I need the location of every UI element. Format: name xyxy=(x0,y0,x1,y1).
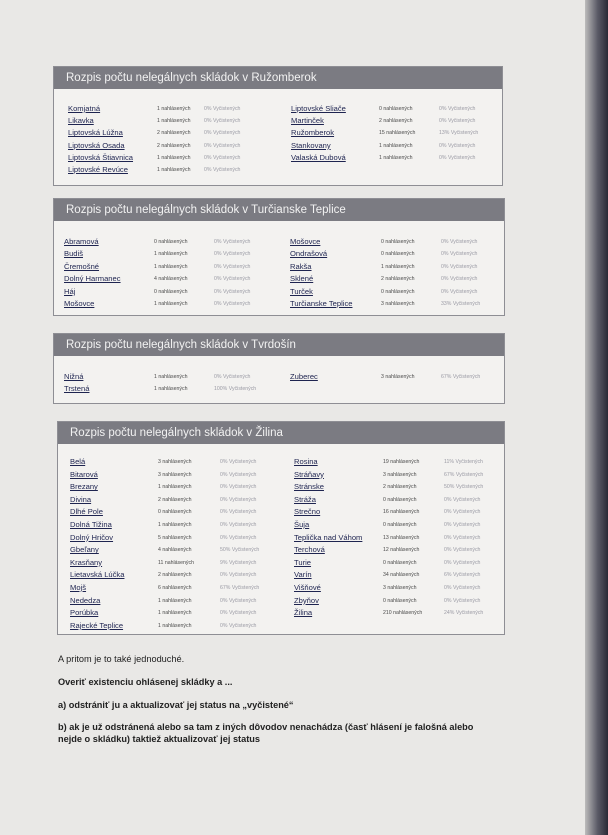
list-item xyxy=(70,456,270,468)
municipality-link[interactable]: Porúbka xyxy=(70,608,99,618)
cleared-percent: 0% Vyčistených xyxy=(220,534,257,541)
cleared-percent: 0% Vyčistených xyxy=(220,496,257,503)
cleared-percent: 0% Vyčistených xyxy=(204,142,241,149)
reported-count: 2 nahlásených xyxy=(381,276,415,283)
list-item xyxy=(68,140,268,152)
reported-count: 2 nahlásených xyxy=(383,484,417,491)
cleared-percent: 0% Vyčistených xyxy=(439,154,476,161)
list-item xyxy=(70,519,270,531)
note-step-a: a) odstrániť ju a aktualizovať jej status na „vyčistené“ xyxy=(58,700,294,710)
cleared-percent: 24% Vyčistených xyxy=(444,610,484,617)
municipality-link[interactable]: Stráňavy xyxy=(294,469,324,479)
cleared-percent: 0% Vyčistených xyxy=(444,559,481,566)
cleared-percent: 67% Vyčistených xyxy=(220,585,260,591)
cleared-percent: 0% Vyčistených xyxy=(220,572,257,579)
cleared-percent: 67% Vyčistených xyxy=(444,471,484,478)
municipality-link[interactable]: Stránske xyxy=(294,482,324,492)
note-step-b-line1: b) ak je už odstránená alebo sa tam z iných dôvodov nenachádza (časť hlásení je falošná alebo xyxy=(58,722,474,732)
cleared-percent: 0% Vyčistených xyxy=(220,459,257,465)
reported-count: 0 nahlásených xyxy=(381,251,415,258)
list-item xyxy=(70,557,270,569)
municipality-link[interactable]: Komjatná xyxy=(68,104,101,113)
list-item xyxy=(290,261,490,273)
cleared-percent: 0% Vyčistených xyxy=(214,301,251,307)
reported-count: 2 nahlásených xyxy=(157,130,191,137)
list-item xyxy=(291,103,491,115)
municipality-link[interactable]: Dolný Hričov xyxy=(70,532,114,542)
reported-count: 0 nahlásených xyxy=(381,239,415,245)
municipality-link[interactable]: Mošovce xyxy=(64,299,95,308)
list-item xyxy=(294,544,494,556)
cleared-percent: 0% Vyčistených xyxy=(441,251,478,258)
reported-count: 15 nahlásených xyxy=(379,130,416,137)
cleared-percent: 50% Vyčistených xyxy=(220,547,260,554)
list-item xyxy=(68,127,268,139)
cleared-percent: 0% Vyčistených xyxy=(220,522,257,528)
cleared-percent: 0% Vyčistených xyxy=(204,118,241,125)
list-item xyxy=(70,620,270,632)
note-intro: A pritom je to také jednoduché. xyxy=(58,654,185,664)
cleared-percent: 0% Vyčistených xyxy=(439,118,476,125)
municipality-link[interactable]: Liptovská Osada xyxy=(68,140,125,150)
municipality-link[interactable]: Ružomberok xyxy=(291,128,335,138)
panel-title: Rozpis počtu nelegálnych skládok v Žilina xyxy=(58,422,504,444)
note-verify: Overiť existenciu ohlásenej skládky a ... xyxy=(58,677,233,687)
cleared-percent: 0% Vyčistených xyxy=(204,167,241,173)
list-item xyxy=(70,469,270,481)
panel-ruzomberok xyxy=(53,66,503,186)
reported-count: 19 nahlásených xyxy=(383,459,420,465)
municipality-link[interactable]: Krasňany xyxy=(70,557,103,567)
cleared-percent: 0% Vyčistených xyxy=(214,251,251,258)
list-item xyxy=(68,103,268,115)
panel-title: Rozpis počtu nelegálnych skládok v Tvrdošín xyxy=(54,334,504,356)
cleared-percent: 0% Vyčistených xyxy=(444,585,481,591)
reported-count: 1 nahlásených xyxy=(157,154,191,161)
list-item xyxy=(290,236,490,248)
cleared-percent: 0% Vyčistených xyxy=(214,374,251,380)
reported-count: 5 nahlásených xyxy=(158,534,192,541)
municipality-link[interactable]: Višňové xyxy=(294,583,321,592)
municipality-link[interactable]: Rosina xyxy=(294,457,318,466)
panel-turcianske-teplice xyxy=(53,198,505,316)
cleared-percent: 33% Vyčistených xyxy=(441,301,481,307)
municipality-link[interactable]: Rajecké Teplice xyxy=(70,620,124,630)
list-item xyxy=(64,261,264,273)
cleared-percent: 0% Vyčistených xyxy=(439,106,476,112)
cleared-percent: 0% Vyčistených xyxy=(214,239,251,245)
reported-count: 4 nahlásených xyxy=(158,547,192,554)
municipality-link[interactable]: Trstená xyxy=(64,384,90,394)
cleared-percent: 0% Vyčistených xyxy=(444,547,481,554)
municipality-link[interactable]: Likavka xyxy=(68,116,94,126)
list-item xyxy=(294,569,494,581)
list-item xyxy=(290,371,490,383)
municipality-link[interactable]: Zbyňov xyxy=(294,595,319,605)
list-item xyxy=(68,164,268,176)
reported-count: 4 nahlásených xyxy=(154,276,188,283)
reported-count: 210 nahlásených xyxy=(383,610,423,617)
list-item xyxy=(70,481,270,493)
reported-count: 0 nahlásených xyxy=(381,288,415,295)
reported-count: 3 nahlásených xyxy=(383,471,417,478)
list-item xyxy=(64,298,264,310)
reported-count: 0 nahlásených xyxy=(383,496,417,503)
municipality-link[interactable]: Háj xyxy=(64,286,76,296)
municipality-link[interactable]: Turie xyxy=(294,557,312,567)
municipality-link[interactable]: Zuberec xyxy=(290,372,318,381)
cleared-percent: 6% Vyčistených xyxy=(444,572,481,579)
list-item xyxy=(70,494,270,506)
list-item xyxy=(70,532,270,544)
municipality-link[interactable]: Strečno xyxy=(294,507,321,517)
list-item xyxy=(291,152,491,164)
reported-count: 12 nahlásených xyxy=(383,547,420,554)
cleared-percent: 0% Vyčistených xyxy=(220,484,257,491)
cleared-percent: 0% Vyčistených xyxy=(441,288,478,295)
list-item xyxy=(291,115,491,127)
reported-count: 1 nahlásených xyxy=(158,484,192,491)
cleared-percent: 0% Vyčistených xyxy=(204,154,241,161)
reported-count: 0 nahlásených xyxy=(383,522,417,528)
cleared-percent: 67% Vyčistených xyxy=(441,374,481,380)
municipality-link[interactable]: Sklené xyxy=(290,274,314,284)
municipality-link[interactable]: Dolný Harmanec xyxy=(64,274,121,284)
list-item xyxy=(291,140,491,152)
list-item xyxy=(70,607,270,619)
list-item xyxy=(64,286,264,298)
reported-count: 1 nahlásených xyxy=(157,106,191,112)
municipality-link[interactable]: Valaská Dubová xyxy=(291,152,346,162)
cleared-percent: 0% Vyčistených xyxy=(220,471,257,478)
reported-count: 1 nahlásených xyxy=(158,622,192,629)
cleared-percent: 11% Vyčistených xyxy=(444,459,483,465)
reported-count: 2 nahlásených xyxy=(158,496,192,503)
note-step-b-line2: nejde o skládku) taktiež aktualizovať jej status xyxy=(58,734,260,744)
municipality-link[interactable]: Turčianske Teplice xyxy=(290,299,353,308)
page-edge-shadow xyxy=(585,0,608,835)
municipality-link[interactable]: Liptovské Revúce xyxy=(68,165,128,174)
cleared-percent: 0% Vyčistených xyxy=(220,622,257,629)
reported-count: 1 nahlásených xyxy=(379,154,413,161)
list-item xyxy=(64,248,264,260)
municipality-link[interactable]: Budiš xyxy=(64,249,83,259)
reported-count: 1 nahlásených xyxy=(154,374,188,380)
reported-count: 3 nahlásených xyxy=(381,301,415,307)
list-item xyxy=(70,506,270,518)
cleared-percent: 50% Vyčistených xyxy=(444,484,484,491)
reported-count: 0 nahlásených xyxy=(383,597,417,604)
municipality-link[interactable]: Mojš xyxy=(70,583,87,592)
reported-count: 34 nahlásených xyxy=(383,572,420,579)
municipality-link[interactable]: Stankovany xyxy=(291,140,331,150)
cleared-percent: 0% Vyčistených xyxy=(220,610,257,617)
cleared-percent: 0% Vyčistených xyxy=(444,534,481,541)
municipality-link[interactable]: Šuja xyxy=(294,520,310,529)
list-item xyxy=(70,544,270,556)
panel-zilina xyxy=(57,421,505,635)
municipality-link[interactable]: Turček xyxy=(290,286,313,296)
reported-count: 1 nahlásených xyxy=(154,251,188,258)
reported-count: 0 nahlásených xyxy=(383,559,417,566)
municipality-link[interactable]: Ondrašová xyxy=(290,249,328,259)
reported-count: 1 nahlásených xyxy=(381,263,415,270)
cleared-percent: 0% Vyčistených xyxy=(441,239,478,245)
cleared-percent: 0% Vyčistených xyxy=(441,263,478,270)
list-item xyxy=(294,582,494,594)
municipality-link[interactable]: Abramová xyxy=(64,237,99,246)
list-item xyxy=(294,481,494,493)
municipality-link[interactable]: Mošovce xyxy=(290,237,321,246)
municipality-link[interactable]: Čremošné xyxy=(64,261,100,271)
list-item xyxy=(64,371,264,383)
municipality-link[interactable]: Lietavská Lúčka xyxy=(70,570,125,580)
cleared-percent: 0% Vyčistených xyxy=(439,142,476,149)
cleared-percent: 0% Vyčistených xyxy=(214,263,251,270)
municipality-link[interactable]: Gbeľany xyxy=(70,545,99,555)
reported-count: 0 nahlásených xyxy=(154,288,188,295)
list-item xyxy=(70,595,270,607)
reported-count: 1 nahlásených xyxy=(158,522,192,528)
list-item xyxy=(290,298,490,310)
municipality-link[interactable]: Nižná xyxy=(64,372,84,381)
cleared-percent: 100% Vyčistených xyxy=(214,386,257,393)
list-item xyxy=(294,506,494,518)
municipality-link[interactable]: Nededza xyxy=(70,595,101,605)
reported-count: 1 nahlásených xyxy=(154,263,188,270)
municipality-link[interactable]: Martinček xyxy=(291,116,324,126)
reported-count: 0 nahlásených xyxy=(154,239,188,245)
municipality-link[interactable]: Stráža xyxy=(294,494,316,504)
municipality-link[interactable]: Liptovská Lúžna xyxy=(68,128,123,138)
municipality-link[interactable]: Žilina xyxy=(294,608,313,618)
list-item xyxy=(294,469,494,481)
reported-count: 2 nahlásených xyxy=(157,142,191,149)
municipality-link[interactable]: Dolná Tižina xyxy=(70,520,112,529)
list-item xyxy=(291,127,491,139)
list-item xyxy=(64,236,264,248)
reported-count: 3 nahlásených xyxy=(158,459,192,465)
cleared-percent: 0% Vyčistených xyxy=(444,597,481,604)
list-item xyxy=(64,273,264,285)
reported-count: 0 nahlásených xyxy=(379,106,413,112)
municipality-link[interactable]: Terchová xyxy=(294,545,325,555)
cleared-percent: 0% Vyčistených xyxy=(444,522,481,528)
list-item xyxy=(290,248,490,260)
cleared-percent: 0% Vyčistených xyxy=(214,276,251,283)
reported-count: 1 nahlásených xyxy=(154,386,188,393)
list-item xyxy=(294,532,494,544)
cleared-percent: 0% Vyčistených xyxy=(444,496,481,503)
list-item xyxy=(290,273,490,285)
municipality-link[interactable]: Divina xyxy=(70,494,92,504)
list-item xyxy=(70,582,270,594)
municipality-link[interactable]: Rakša xyxy=(290,261,312,271)
list-item xyxy=(294,595,494,607)
municipality-link[interactable]: Teplička nad Váhom xyxy=(294,532,363,542)
reported-count: 2 nahlásených xyxy=(158,572,192,579)
list-item xyxy=(64,383,264,395)
reported-count: 1 nahlásených xyxy=(379,142,413,149)
reported-count: 3 nahlásených xyxy=(383,585,417,591)
reported-count: 16 nahlásených xyxy=(383,509,420,516)
list-item xyxy=(294,494,494,506)
list-item xyxy=(68,115,268,127)
panel-title: Rozpis počtu nelegálnych skládok v Turčianske Teplice xyxy=(54,199,504,221)
cleared-percent: 0% Vyčistených xyxy=(220,509,257,516)
list-item xyxy=(294,519,494,531)
reported-count: 11 nahlásených xyxy=(158,559,194,566)
reported-count: 3 nahlásených xyxy=(381,374,415,380)
cleared-percent: 0% Vyčistených xyxy=(441,276,478,283)
cleared-percent: 0% Vyčistených xyxy=(204,130,241,137)
reported-count: 1 nahlásených xyxy=(158,597,192,604)
municipality-link[interactable]: Liptovské Sliače xyxy=(291,104,346,113)
panel-title: Rozpis počtu nelegálnych skládok v Ružomberok xyxy=(54,67,502,89)
list-item xyxy=(68,152,268,164)
list-item xyxy=(70,569,270,581)
reported-count: 3 nahlásených xyxy=(158,471,192,478)
cleared-percent: 0% Vyčistených xyxy=(220,597,257,604)
municipality-link[interactable]: Brezany xyxy=(70,482,98,492)
municipality-link[interactable]: Bitarová xyxy=(70,469,98,479)
reported-count: 1 nahlásených xyxy=(154,301,188,307)
municipality-link[interactable]: Belá xyxy=(70,457,86,466)
list-item xyxy=(294,456,494,468)
reported-count: 1 nahlásených xyxy=(158,610,192,617)
cleared-percent: 0% Vyčistených xyxy=(444,509,481,516)
list-item xyxy=(294,557,494,569)
list-item xyxy=(294,607,494,619)
reported-count: 2 nahlásených xyxy=(379,118,413,125)
panel-tvrdosin xyxy=(53,333,505,404)
list-item xyxy=(290,286,490,298)
reported-count: 1 nahlásených xyxy=(157,118,191,125)
reported-count: 1 nahlásených xyxy=(157,167,191,173)
municipality-link[interactable]: Liptovská Štiavnica xyxy=(68,152,134,162)
municipality-link[interactable]: Dlhé Pole xyxy=(70,507,103,517)
cleared-percent: 0% Vyčistených xyxy=(204,106,241,112)
cleared-percent: 13% Vyčistených xyxy=(439,130,479,137)
municipality-link[interactable]: Varín xyxy=(294,570,312,580)
reported-count: 13 nahlásených xyxy=(383,534,420,541)
reported-count: 0 nahlásených xyxy=(158,509,192,516)
reported-count: 6 nahlásených xyxy=(158,585,192,591)
cleared-percent: 0% Vyčistených xyxy=(214,288,251,295)
cleared-percent: 9% Vyčistených xyxy=(220,559,257,566)
